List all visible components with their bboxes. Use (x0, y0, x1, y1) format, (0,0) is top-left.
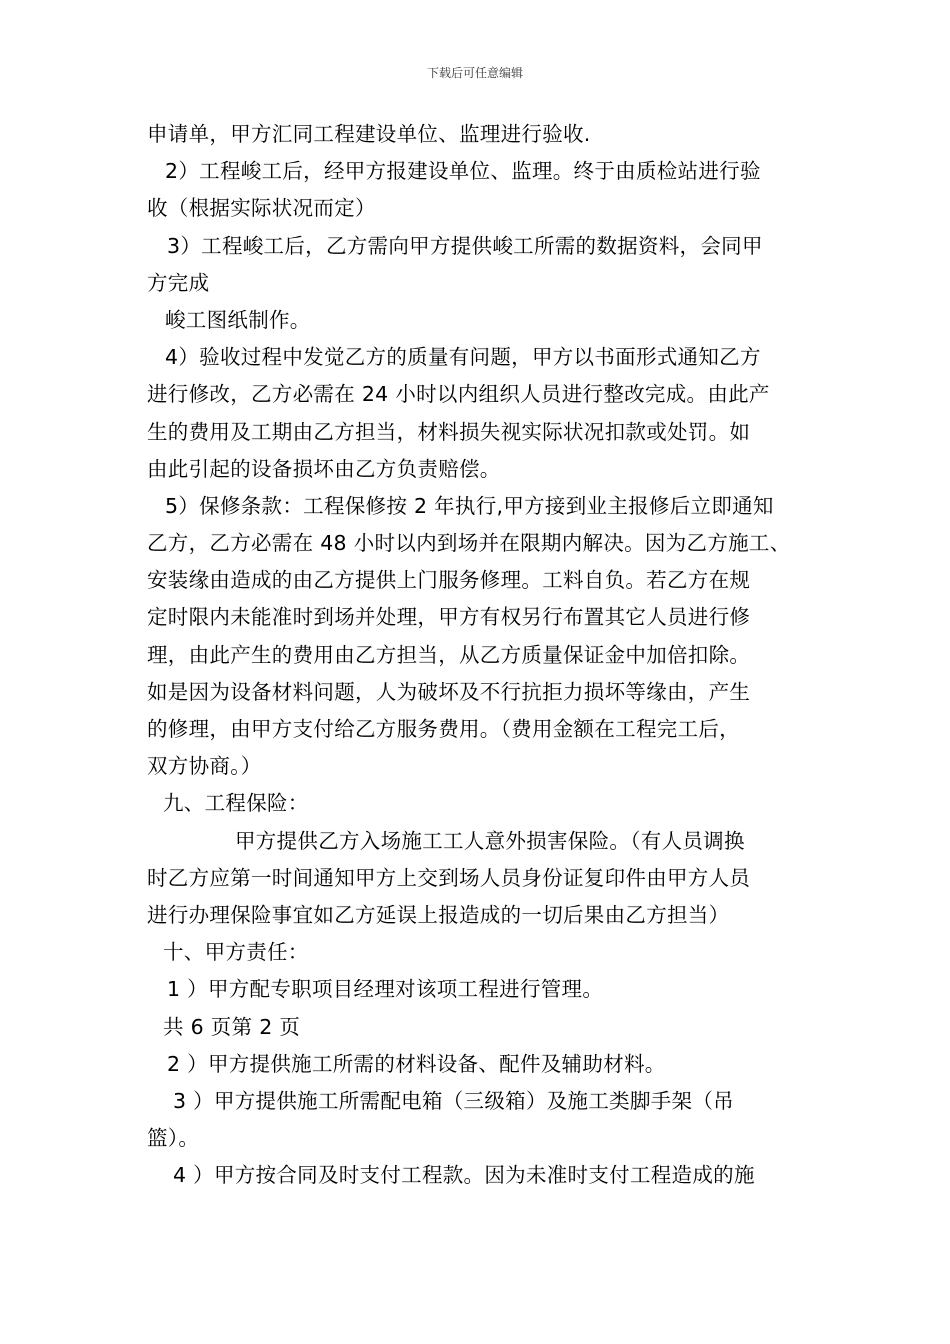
text-line: 3）工程峻工后，乙方需向甲方提供峻工所需的数据资料，会同甲 (167, 233, 763, 258)
text-line: 定时限内未能准时到场并处理，甲方有权另行布置其它人员进行修 (147, 605, 751, 630)
text-line: 如是因为设备材料问题，人为破坏及不行抗拒力损坏等缘由，产生 (147, 679, 751, 704)
text-line: 生的费用及工期由乙方担当，材料损失视实际状况扣款或处罚。如 (147, 419, 751, 444)
section-heading: 九、工程保险： (163, 791, 309, 816)
document-body (147, 116, 812, 1194)
text-line: 2）工程峻工后，经甲方报建设单位、监理。终于由质检站进行验 (165, 159, 761, 184)
text-line: 进行修改，乙方必需在 24 小时以内组织人员进行整改完成。由此产 (147, 382, 770, 407)
text-line: 的修理，由甲方支付给乙方服务费用。（费用金额在工程完工后， (147, 717, 740, 741)
text-line: 申请单，甲方汇同工程建设单位、监理进行验收. (147, 122, 591, 146)
text-line: 理，由此产生的费用由乙方担当，从乙方质量保证金中加倍扣除。 (147, 642, 751, 667)
text-line: 甲方提供乙方入场施工工人意外损害保险。（有人员调换 (235, 828, 745, 853)
page-number: 共 6 页第 2 页 (163, 1014, 301, 1039)
text-line: 4 ）甲方按合同及时支付工程款。因为未准时支付工程造成的施 (173, 1163, 755, 1188)
text-line: 3 ）甲方提供施工所需配电箱（三级箱）及施工类脚手架（吊 (173, 1088, 734, 1113)
text-line: 由此引起的设备损坏由乙方负责赔偿。 (147, 456, 501, 481)
page-header: 下载后可任意编辑 (426, 66, 523, 80)
text-line: 进行办理保险事宜如乙方延误上报造成的一切后果由乙方担当） (147, 902, 730, 927)
text-line: 时乙方应第一时间通知甲方上交到场人员身份证复印件由甲方人员 (147, 865, 751, 890)
text-line: 安装缘由造成的由乙方提供上门服务修理。工料自负。若乙方在规 (147, 568, 751, 593)
text-line: 4）验收过程中发觉乙方的质量有问题，甲方以书面形式通知乙方 (165, 345, 761, 370)
text-line: 1 ）甲方配专职项目经理对该项工程进行管理。 (167, 977, 604, 1002)
text-line: 2 ）甲方提供施工所需的材料设备、配件及辅助材料。 (167, 1051, 666, 1076)
section-heading: 十、甲方责任： (163, 940, 309, 965)
text-line: 乙方，乙方必需在 48 小时以内到场并在限期内解决。因为乙方施工、 (147, 531, 791, 556)
text-line: 方完成 (147, 270, 210, 295)
text-line: 收（根据实际状况而定） (147, 196, 376, 221)
text-line: 峻工图纸制作。 (165, 307, 311, 332)
text-line: 双方协商。） (147, 754, 262, 779)
text-line: 篮）。 (147, 1126, 200, 1151)
text-line: 5）保修条款：工程保修按 2 年执行,甲方接到业主报修后立即通知 (165, 493, 774, 518)
